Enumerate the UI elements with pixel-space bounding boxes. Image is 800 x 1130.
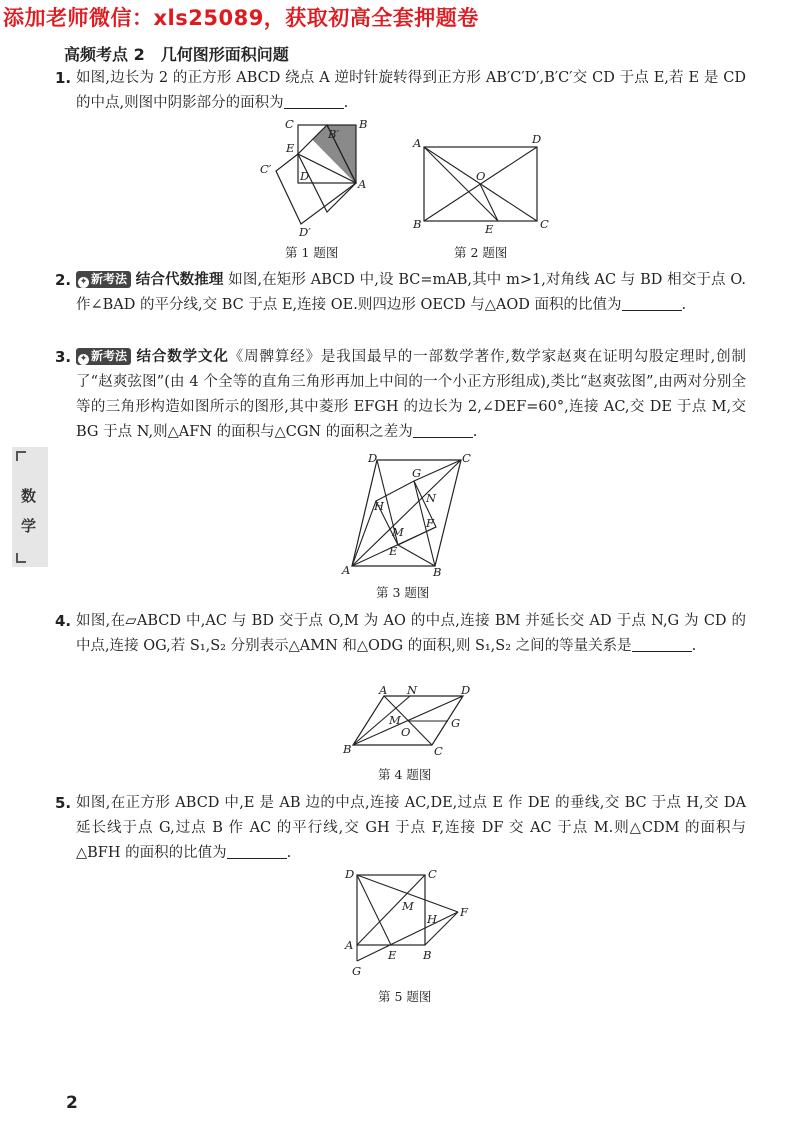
figure-3-caption: 第 3 题图 [376,585,430,600]
label-M: M [402,899,414,913]
new-method-badge: ✦ 新考法 [76,348,131,365]
figure-5 [340,865,480,983]
problem-3: 3. ✦ 新考法 结合数学文化《周髀算经》是我国最早的一部数学著作,数学家赵爽在证明勾股定理时,创制了“赵爽弦图”(由 4 个全等的直角三角形再加上中间的一个小正方形组成),类比“赵爽弦图”,由两对分别全等的三角形构造如图所示的图形,其中菱形 EFGH 的边长为 2,∠DEF=60°,连接 AC,交 DE 于点 M,交 BG 于点 N,则△AFN 的面积与△CGN 的面积之差为 . [56,345,746,445]
label-O: O [476,169,486,183]
problem-text: 如图,在正方形 ABCD 中,E 是 AB 边的中点,连接 AC,DE,过点 E 作 DE 的垂线,交 BC 于点 H,交 DA 延长线于点 G,过点 B 作 AC 的平行线,交 GH 于点 F,连接 DF 交 AC 于点 M.则△CDM 的面积与△BFH 的面积的比值为 [76,795,746,861]
problem-number: 3. [55,348,72,366]
label-A: A [413,136,422,150]
figure-2-caption: 第 2 题图 [454,245,508,260]
section-title: 高频考点 2 几何图形面积问题 [64,45,289,64]
side-tab-char: 数 [21,487,37,505]
label-A: A [379,683,388,697]
problem-5: 5. 如图,在正方形 ABCD 中,E 是 AB 边的中点,连接 AC,DE,过点 E 作 DE 的垂线,交 BC 于点 H,交 DA 延长线于点 G,过点 B 作 AC 的平行线,交 GH 于点 F,连接 DF 交 AC 于点 M.则△CDM 的面积与△BFH 的面积的比值为 . [56,791,746,866]
label-B: B [359,117,368,131]
label-D1: D′ [299,225,311,239]
label-H: H [427,912,438,926]
watermark-text: 添加老师微信：xls25089，获取初高全套押题卷 [3,6,479,30]
label-C: C [428,867,437,881]
label-C: C [462,451,471,465]
figure-2 [410,132,550,236]
lightbulb-icon: ✦ [79,277,88,287]
problem-number: 1. [55,69,72,87]
new-method-badge: ✦ 新考法 [76,271,131,288]
label-H: H [374,499,385,513]
label-A: A [342,563,351,577]
problem-1: 1. 如图,边长为 2 的正方形 ABCD 绕点 A 逆时针旋转得到正方形 AB′C′D′,B′C′交 CD 于点 E,若 E 是 CD 的中点,则图中阴影部分的面积为 . [56,66,746,116]
label-E: E [389,544,398,558]
side-tab-char: 学 [21,517,37,535]
answer-blank [413,423,473,438]
label-G: G [451,716,461,730]
figure-4-caption: 第 4 题图 [378,767,432,782]
label-C: C [285,117,294,131]
figure-5-caption: 第 5 题图 [378,989,432,1004]
label-B: B [343,742,352,756]
label-D: D [532,132,542,146]
label-B1: B′ [328,127,340,141]
problem-tag: 结合数学文化 [136,349,229,365]
problem-number: 4. [55,612,72,630]
label-A: A [358,177,367,191]
problem-text: 如图,在▱ABCD 中,AC 与 BD 交于点 O,M 为 AO 的中点,连接 BM 并延长交 AD 于点 N,G 为 CD 的中点,连接 OG,若 S₁,S₂ 分别表示△AMN 和△ODG 的面积,则 S₁,S₂ 之间的等量关系是 [76,613,746,654]
label-B: B [433,565,442,579]
answer-blank [227,844,287,859]
problem-4: 4. 如图,在▱ABCD 中,AC 与 BD 交于点 O,M 为 AO 的中点,连接 BM 并延长交 AD 于点 N,G 为 CD 的中点,连接 OG,若 S₁,S₂ 分别表示△AMN 和△ODG 的面积,则 S₁,S₂ 之间的等量关系是 . [56,609,746,659]
label-E: E [485,222,494,236]
label-N: N [426,491,437,505]
page-number: 2 [66,1093,78,1113]
problem-2: 2. ✦ 新考法 结合代数推理 如图,在矩形 ABCD 中,设 BC=mAB,其中 m>1,对角线 AC 与 BD 相交于点 O.作∠BAD 的平分线,交 BC 于点 E,连接 OE.则四边形 OECD 与△AOD 面积的比值为 . [56,268,746,318]
problem-tag: 结合代数推理 [135,272,224,288]
label-G: G [412,466,422,480]
label-C1: C′ [260,162,272,176]
answer-blank [284,94,344,109]
label-G: G [352,964,362,978]
problem-text: 《周髀算经》是我国最早的一部数学著作,数学家赵爽在证明勾股定理时,创制了“赵爽弦图”(由 4 个全等的直角三角形再加上中间的一个小正方形组成),类比“赵爽弦图”,由两对分别全等的三角形构造如图所示的图形,其中菱形 EFGH 的边长为 2,∠DEF=60°,连接 AC,交 DE 于点 M,交 BG 于点 N,则△AFN 的面积与△CGN 的面积之差为 [76,349,747,440]
figure-4 [342,683,482,763]
label-D: D [461,683,471,697]
label-A: A [345,938,354,952]
label-D: D [368,451,378,465]
label-E: E [388,948,397,962]
label-F: F [460,905,468,919]
figure-1-caption: 第 1 题图 [285,245,339,260]
label-E: E [286,141,295,155]
subject-side-tab [12,447,48,567]
lightbulb-icon: ✦ [79,354,88,364]
problem-text: 如图,在矩形 ABCD 中,设 BC=mAB,其中 m>1,对角线 AC 与 BD 相交于点 O.作∠BAD 的平分线,交 BC 于点 E,连接 OE.则四边形 OECD 与△AOD 面积的比值为 [76,272,747,313]
answer-blank [622,296,682,311]
problem-number: 2. [55,271,72,289]
label-B: B [413,217,422,231]
problem-number: 5. [55,794,72,812]
label-M: M [392,525,404,539]
label-D: D [345,867,355,881]
label-F: F [426,516,434,530]
problem-text: 如图,边长为 2 的正方形 ABCD 绕点 A 逆时针旋转得到正方形 AB′C′D′,B′C′交 CD 于点 E,若 E 是 CD 的中点,则图中阴影部分的面积为 [76,70,746,111]
answer-blank [632,637,692,652]
label-B: B [423,948,432,962]
label-N: N [407,683,418,697]
label-D: D [300,169,310,183]
label-O: O [401,725,411,739]
label-C: C [540,217,549,231]
figure-3 [340,450,480,578]
label-M: M [389,713,401,727]
label-C: C [434,744,443,758]
figure-1 [258,116,378,240]
